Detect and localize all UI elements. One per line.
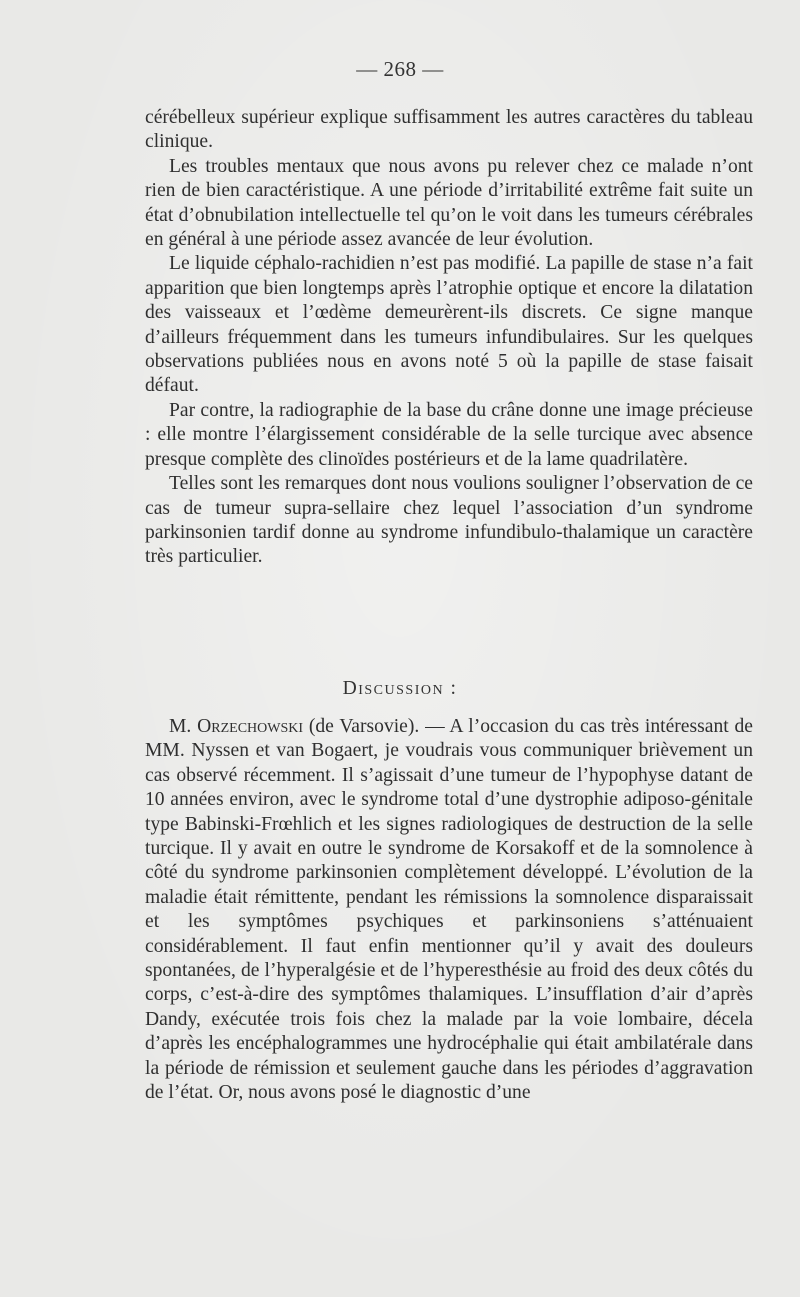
speaker-suffix: (de Varsovie). —	[303, 716, 450, 737]
paragraph-conclusion: Telles sont les remarques dont nous voulions souligner l’observation de ce cas de tumeur supra-sellaire chez lequel l’association d’un syndrome parkinsonien tardif donne au syndrome infundibulo-thalamique un caractère très particulier.	[145, 473, 753, 568]
discussion-heading: Discussion :	[342, 678, 458, 699]
paragraph-continuation: cérébelleux supérieur explique suffisamment les autres caractères du tableau clinique.	[145, 107, 753, 153]
page-number: — 268 —	[356, 57, 444, 81]
paragraph-radiography: Par contre, la radiographie de la base du crâne donne une image précieuse : elle montre l’élargissement considérable de la selle turcique avec absence presque complète des clinoïdes postérieurs et de la lame quadrilatère.	[145, 399, 753, 470]
discussion-text	[145, 715, 753, 1106]
discussion-body: A l’occasion du cas très intéressant de MM. Nyssen et van Bogaert, je voudrais vous communiquer brièvement un cas observé récemment. Il s’agissait d’une tumeur de l’hypophyse datant de 10 années environ, avec le syndrome total d’une dystrophie adiposo-génitale type Babinski-Frœhlich et les signes radiologiques de destruction de la selle turcique. Il y avait en outre le syndrome de Korsakoff et de la somnolence à côté du syndrome parkinsonien complètement développé. L’évolution de la maladie était rémittente, pendant les rémissions la somnolence disparaissait et les symptômes psychiques et parkinsoniens s’atténuaient considérablement. Il faut enfin mentionner qu’il y avait des douleurs spontanées, de l’hyperalgésie et de l’hyperesthésie au froid des deux côtés du corps, c’est-à-dire des symptômes thalamiques. L’insufflation d’air d’après Dandy, exécutée trois fois chez la malade par la voie lombaire, décela d’après les encéphalogrammes une hydrocéphalie qui était ambilatérale dans la période de rémission et seulement gauche dans les périodes d’aggravation de l’état. Or, nous avons posé le diagnostic d’une	[145, 716, 753, 1104]
body-text-before-discussion	[145, 106, 753, 570]
speaker-prefix: M.	[169, 716, 198, 737]
discussion-paragraph	[145, 715, 753, 1106]
paragraph-cerebrospinal-fluid: Le liquide céphalo-rachidien n’est pas modifié. La papille de stase n’a fait apparition que bien longtemps après l’atrophie optique et encore la dilatation des vaisseaux et l’œdème demeurèrent-ils discrets. Ce signe manque d’ailleurs fréquemment dans les tumeurs infundibulaires. Sur les quelques observations publiées nous en avons noté 5 où la papille de stase faisait défaut.	[145, 253, 753, 397]
paragraph-mental-troubles: Les troubles mentaux que nous avons pu relever chez ce malade n’ont rien de bien caractéristique. A une période d’irritabilité extrême fait suite un état d’obnubilation intellectuelle tel qu’on le voit dans les tumeurs cérébrales en général à une période assez avancée de leur évolution.	[145, 155, 753, 251]
speaker-name: Orzechowski	[197, 716, 304, 737]
